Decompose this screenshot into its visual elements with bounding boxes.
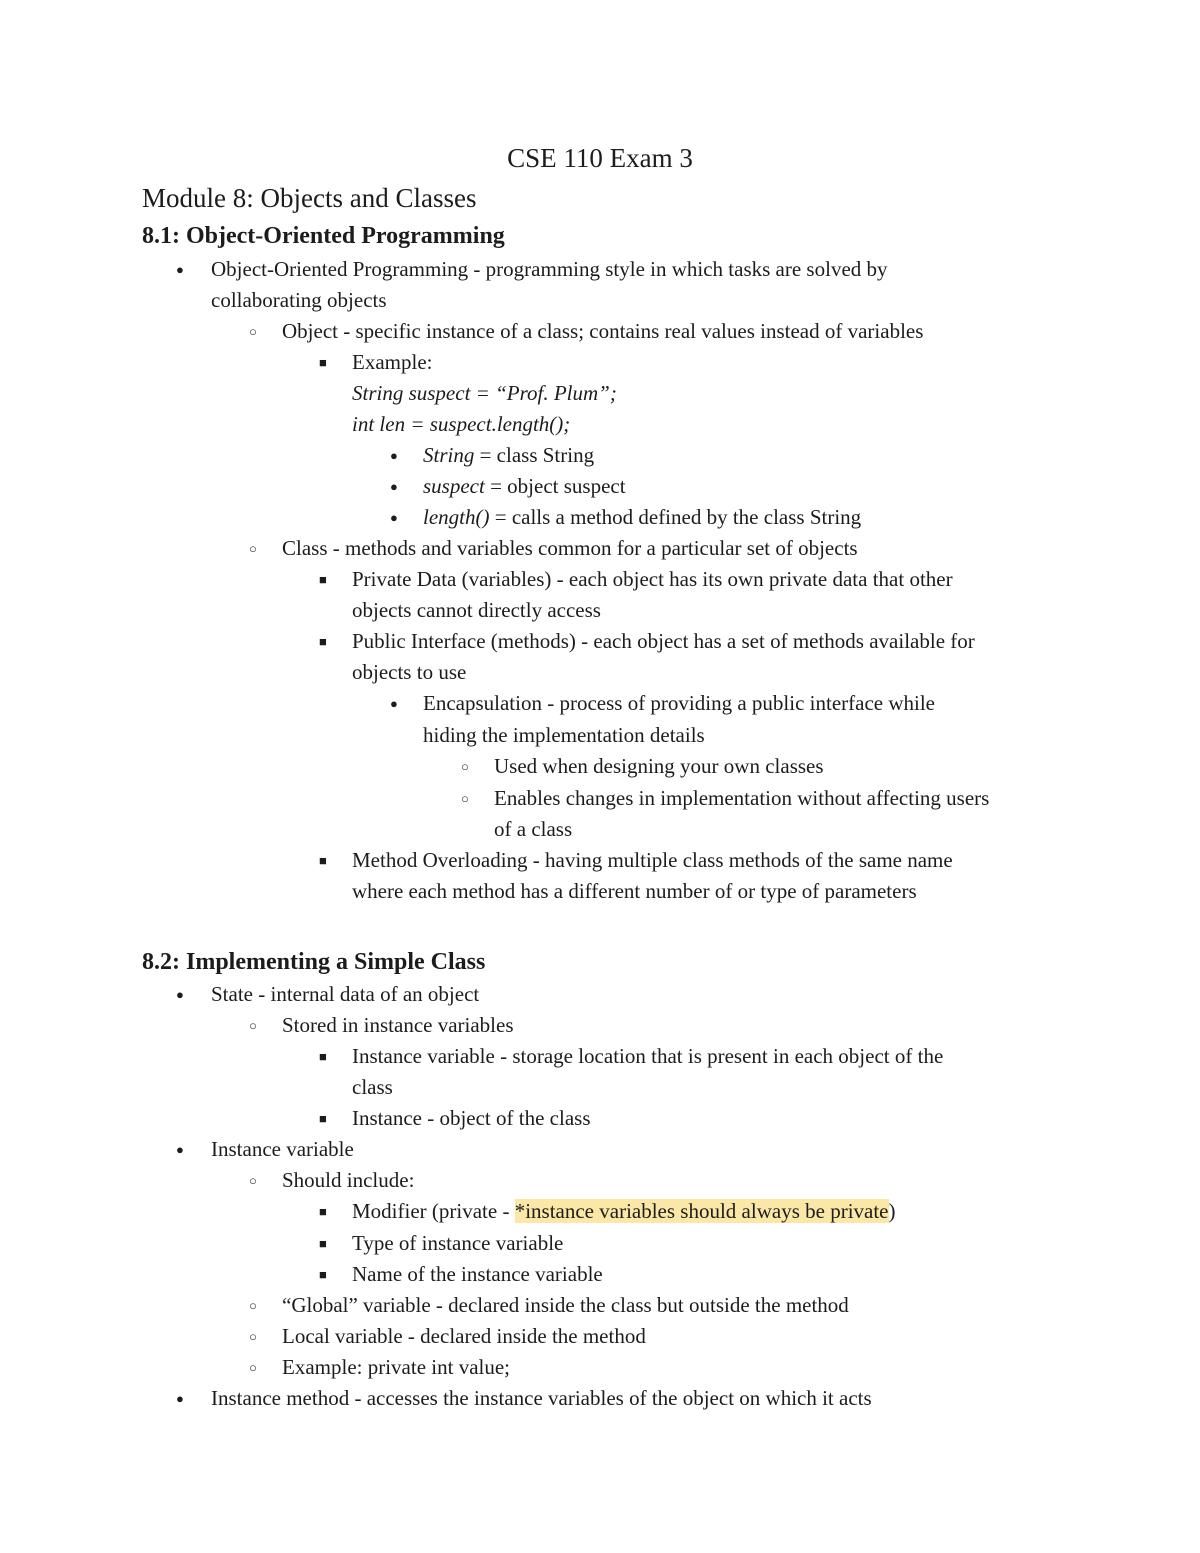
- string-explanation: [423, 440, 594, 471]
- bullet-circle: [249, 533, 257, 564]
- example-item: Example: private int value;: [282, 1355, 511, 1379]
- module-heading: Module 8: Objects and Classes: [142, 183, 477, 213]
- bullet-circle: [249, 316, 257, 347]
- type-item: Type of instance variable: [352, 1231, 564, 1255]
- bullet-disc: [176, 979, 184, 1010]
- used-when-item: Used when designing your own classes: [494, 754, 824, 778]
- bullet-square: [319, 845, 327, 876]
- modifier-prefix: Modifier (private -: [352, 1199, 515, 1223]
- string-term: String: [423, 443, 475, 467]
- suspect-desc: = object suspect: [484, 474, 626, 498]
- overloading-line2: where each method has a different number of or type of parameters: [352, 879, 917, 903]
- bullet-circle: [461, 783, 469, 814]
- string-desc: = class String: [474, 443, 595, 467]
- bullet-disc: [176, 254, 184, 285]
- bullet-square: [319, 564, 327, 595]
- modifier-item: [352, 1196, 896, 1227]
- public-interface-line2: objects to use: [352, 660, 467, 684]
- bullet-square: [319, 1103, 327, 1134]
- should-include: Should include:: [282, 1168, 415, 1192]
- oop-definition-line1: Object-Oriented Programming - programming style in which tasks are solved by: [211, 257, 888, 281]
- enables-changes-line1: Enables changes in implementation without affecting users: [494, 786, 990, 810]
- bullet-disc: [176, 1383, 184, 1414]
- encapsulation-line1: Encapsulation - process of providing a public interface while: [423, 691, 935, 715]
- bullet-square: [319, 1196, 327, 1227]
- name-item: Name of the instance variable: [352, 1262, 603, 1286]
- overloading-line1: Method Overloading - having multiple class methods of the same name: [352, 848, 953, 872]
- bullet-circle: [249, 1290, 257, 1321]
- bullet-disc: [176, 1134, 184, 1165]
- bullet-disc: [390, 471, 398, 502]
- bullet-circle: [461, 751, 469, 782]
- section-heading-8-2: 8.2: Implementing a Simple Class: [142, 949, 486, 975]
- bullet-square: [319, 1041, 327, 1072]
- bullet-disc: [390, 502, 398, 533]
- suspect-explanation: [423, 471, 626, 502]
- global-variable-item: “Global” variable - declared inside the class but outside the method: [282, 1293, 849, 1317]
- length-term: length(): [423, 505, 490, 529]
- suspect-term: suspect: [423, 474, 485, 498]
- example-label: Example:: [352, 350, 433, 374]
- public-interface-line1: Public Interface (methods) - each object has a set of methods available for: [352, 629, 975, 653]
- instance-definition: Instance - object of the class: [352, 1106, 591, 1130]
- object-definition: Object - specific instance of a class; contains real values instead of variables: [282, 319, 924, 343]
- modifier-suffix: ): [888, 1199, 896, 1223]
- enables-changes-line2: of a class: [494, 817, 573, 841]
- length-desc: = calls a method defined by the class String: [489, 505, 862, 529]
- code-line-1: String suspect = “Prof. Plum”;: [352, 381, 617, 405]
- bullet-square: [319, 1259, 327, 1290]
- oop-definition-line2: collaborating objects: [211, 288, 387, 312]
- bullet-disc: [390, 688, 398, 719]
- bullet-circle: [249, 1010, 257, 1041]
- length-explanation: [423, 502, 861, 533]
- bullet-square: [319, 1228, 327, 1259]
- bullet-circle: [249, 1165, 257, 1196]
- instance-variable-def-line1: Instance variable - storage location that is present in each object of the: [352, 1044, 944, 1068]
- section-heading-8-1: 8.1: Object-Oriented Programming: [142, 223, 505, 249]
- state-definition: State - internal data of an object: [211, 982, 480, 1006]
- bullet-circle: [249, 1352, 257, 1383]
- bullet-circle: [249, 1321, 257, 1352]
- bullet-disc: [390, 440, 398, 471]
- instance-method-item: Instance method - accesses the instance variables of the object on which it acts: [211, 1386, 872, 1410]
- modifier-highlight: *instance variables should always be private: [514, 1199, 889, 1223]
- doc-title: CSE 110 Exam 3: [507, 143, 693, 173]
- code-line-2: int len = suspect.length();: [352, 412, 571, 436]
- instance-variable-def-line2: class: [352, 1075, 393, 1099]
- bullet-square: [319, 347, 327, 378]
- instance-variable-heading: Instance variable: [211, 1137, 354, 1161]
- class-definition: Class - methods and variables common for a particular set of objects: [282, 536, 858, 560]
- private-data-line1: Private Data (variables) - each object has its own private data that other: [352, 567, 953, 591]
- encapsulation-line2: hiding the implementation details: [423, 723, 705, 747]
- private-data-line2: objects cannot directly access: [352, 598, 601, 622]
- stored-item: Stored in instance variables: [282, 1013, 514, 1037]
- local-variable-item: Local variable - declared inside the method: [282, 1324, 646, 1348]
- bullet-square: [319, 626, 327, 657]
